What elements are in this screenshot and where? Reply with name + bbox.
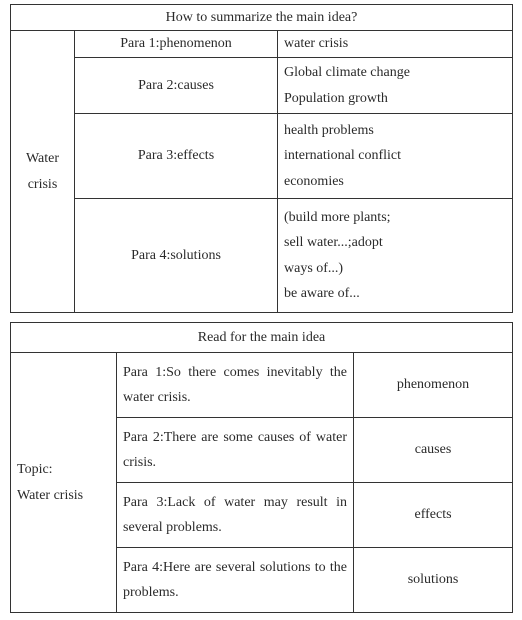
topic-line: crisis <box>27 176 58 192</box>
main-idea-table-title: Read for the main idea <box>11 323 513 353</box>
main-idea-label: effects <box>354 483 513 548</box>
detail-line: health problems <box>284 122 374 138</box>
topic-cell <box>11 353 117 613</box>
detail-line: Population growth <box>284 90 388 106</box>
topic-line: Water <box>25 151 60 166</box>
details-cell <box>278 114 513 199</box>
para-sentence: Para 2:There are some causes of water crisis. <box>117 418 354 483</box>
details-cell <box>278 31 513 58</box>
details-cell <box>278 58 513 114</box>
detail-line: water crisis <box>284 36 349 52</box>
main-idea-label: causes <box>354 418 513 483</box>
topic-cell <box>11 31 75 313</box>
main-idea-label: solutions <box>354 548 513 613</box>
detail-line: Global climate change <box>284 65 410 80</box>
details-cell <box>278 199 513 313</box>
para-label: Para 2:causes <box>75 58 278 114</box>
para-label: Para 4:solutions <box>75 199 278 313</box>
summary-table-title: How to summarize the main idea? <box>11 5 513 31</box>
para-label: Para 3:effects <box>75 114 278 199</box>
detail-line: ways of...) <box>284 260 344 276</box>
summary-table <box>10 4 513 313</box>
para-sentence: Para 1:So there comes inevitably the water crisis. <box>117 353 354 418</box>
para-sentence: Para 4:Here are several solutions to the problems. <box>117 548 354 613</box>
para-label: Para 1:phenomenon <box>75 31 278 58</box>
detail-line: (build more plants; <box>284 209 391 225</box>
topic-line: Water crisis <box>17 487 84 503</box>
detail-line: sell water...;adopt <box>284 235 383 250</box>
detail-line: be aware of... <box>284 286 360 301</box>
main-idea-table <box>10 322 513 613</box>
main-idea-label: phenomenon <box>354 353 513 418</box>
topic-line: Topic: <box>17 462 53 477</box>
detail-line: international conflict <box>284 148 402 164</box>
para-sentence: Para 3:Lack of water may result in several problems. <box>117 483 354 548</box>
detail-line: economies <box>284 173 344 189</box>
